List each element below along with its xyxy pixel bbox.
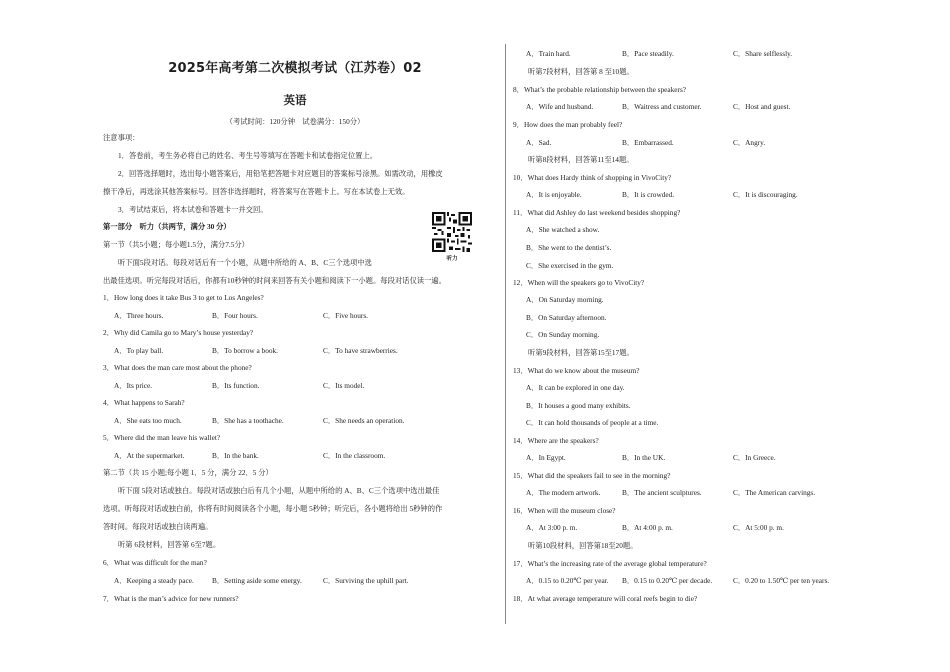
option-c: C．On Sunday morning. bbox=[526, 330, 600, 339]
question-text: 15．What did the speakers fail to see in the morning? bbox=[513, 471, 671, 480]
question-text: 9．How does the man probably feel? bbox=[513, 120, 623, 129]
subject-heading: 英语 bbox=[283, 93, 307, 107]
material-heading: 听第 6段材料，回答第 6至7题。 bbox=[118, 540, 221, 549]
note-item: 2．回答选择题时，选出每小题答案后，用铅笔把答题卡对应题目的答案标号涂黑。如需改动，用橡皮 bbox=[118, 169, 443, 178]
question-text: 8．What’s the probable relationship between the speakers? bbox=[513, 85, 687, 94]
option-c: C．Five hours. bbox=[323, 311, 368, 320]
option-b: B．Setting aside some energy. bbox=[212, 576, 302, 585]
option-a: A．She eats too much. bbox=[114, 416, 182, 425]
option-a: A．Sad. bbox=[526, 138, 552, 147]
material-heading: 听第8段材料，回答第11至14题。 bbox=[528, 155, 634, 164]
option-a: A．In Egypt. bbox=[526, 453, 566, 462]
option-c: C．In Greece. bbox=[733, 453, 776, 462]
section2-instructions: 选项。听每段对话或独白前，你将有时间阅读各个小题，每小题 5秒钟；听完后，各小题将给出 5秒钟的作 bbox=[103, 504, 443, 513]
option-a: A．On Saturday morning. bbox=[526, 295, 604, 304]
part1-heading: 第一部分 听力（共两节，满分 30 分） bbox=[103, 222, 231, 231]
option-b: B．The ancient sculptures. bbox=[622, 488, 702, 497]
option-b: B．Its function. bbox=[212, 381, 260, 390]
option-c: C．Share selflessly. bbox=[733, 49, 793, 58]
option-c: C．The American carvings. bbox=[733, 488, 816, 497]
qr-code[interactable] bbox=[432, 212, 472, 252]
material-heading: 听第10段材料，回答第18至20题。 bbox=[528, 541, 638, 550]
section2-instructions: 答时间。每段对话或独白读两遍。 bbox=[103, 522, 213, 531]
exam-info: （考试时间：120分钟 试卷满分：150分） bbox=[225, 117, 365, 126]
option-b: B．She went to the dentist’s. bbox=[526, 243, 612, 252]
option-a: A．The modern artwork. bbox=[526, 488, 601, 497]
question-text: 1．How long does it take Bus 3 to get to Los Angeles? bbox=[103, 293, 264, 302]
option-a: A．At the supermarket. bbox=[114, 451, 185, 460]
question-text: 3．What does the man care most about the phone? bbox=[103, 363, 252, 372]
option-b: B．0.15 to 0.20℃ per decade. bbox=[622, 576, 713, 585]
option-a: A．Keeping a steady pace. bbox=[114, 576, 194, 585]
question-text: 5．Where did the man leave his wallet? bbox=[103, 433, 221, 442]
option-b: B．Embarrassed. bbox=[622, 138, 674, 147]
option-c: C．She needs an operation. bbox=[323, 416, 405, 425]
question-text: 7．What is the man’s advice for new runners? bbox=[103, 594, 239, 603]
option-c: C．Its model. bbox=[323, 381, 365, 390]
note-item: 擦干净后，再选涂其他答案标号。回答非选择题时，将答案写在答题卡上。写在本试卷上无效。 bbox=[103, 187, 410, 196]
question-text: 10．What does Hardy think of shopping in VivoCity? bbox=[513, 173, 672, 182]
question-text: 12．When will the speakers go to VivoCity? bbox=[513, 278, 645, 287]
section2-instructions: 听下面 5段对话或独白。每段对话或独白后有几个小题，从题中所给的 A、B、C三个选项中选出最佳 bbox=[118, 486, 440, 495]
option-a: A．It is enjoyable. bbox=[526, 190, 582, 199]
option-b: B．It houses a good many exhibits. bbox=[526, 401, 631, 410]
question-text: 2．Why did Camila go to Mary’s house yesterday? bbox=[103, 328, 254, 337]
question-text: 13．What do we know about the museum? bbox=[513, 366, 640, 375]
option-c: C．It is discouraging. bbox=[733, 190, 798, 199]
option-c: C．0.20 to 1.50℃ per ten years. bbox=[733, 576, 830, 585]
question-text: 11．What did Ashley do last weekend besides shopping? bbox=[513, 208, 681, 217]
option-c: C．Surviving the uphill part. bbox=[323, 576, 409, 585]
option-a: A．At 3:00 p. m. bbox=[526, 523, 578, 532]
option-b: B．At 4:00 p. m. bbox=[622, 523, 673, 532]
option-b: B．Four hours. bbox=[212, 311, 258, 320]
option-a: A．0.15 to 0.20℃ per year. bbox=[526, 576, 609, 585]
material-heading: 听第9段材料，回答第15至17题。 bbox=[528, 348, 634, 357]
note-item: 3．考试结束后，将本试卷和答题卡一并交回。 bbox=[118, 205, 268, 214]
option-c: C．Angry. bbox=[733, 138, 766, 147]
option-c: C．Host and guest. bbox=[733, 102, 791, 111]
option-b: B．Pace steadily. bbox=[622, 49, 674, 58]
option-a: A．Wife and husband. bbox=[526, 102, 594, 111]
section2-heading: 第二节（共 15 小题;每小题 1．5 分，满分 22．5 分） bbox=[103, 468, 273, 477]
section1-instructions: 出最佳选项。听完每段对话后，你都有10秒钟的时间来回答有关小题和阅读下一小题。每段对话仅读一遍。 bbox=[103, 276, 446, 285]
option-c: C．To have strawberries. bbox=[323, 346, 398, 355]
option-a: A．She watched a show. bbox=[526, 225, 600, 234]
option-c: C．In the classroom. bbox=[323, 451, 386, 460]
option-a: A．Its price. bbox=[114, 381, 153, 390]
option-a: A．To play ball. bbox=[114, 346, 164, 355]
option-a: A．It can be explored in one day. bbox=[526, 383, 625, 392]
notes-heading: 注意事项： bbox=[103, 133, 140, 142]
note-item: 1．答卷前，考生务必将自己的姓名、考生号等填写在答题卡和试卷指定位置上。 bbox=[118, 151, 378, 160]
option-b: B．In the UK. bbox=[622, 453, 666, 462]
option-b: B．She has a toothache. bbox=[212, 416, 284, 425]
option-c: C．It can hold thousands of people at a time. bbox=[526, 418, 659, 427]
option-b: B．On Saturday afternoon. bbox=[526, 313, 607, 322]
qr-caption: 听力 bbox=[446, 256, 458, 262]
option-b: B．It is crowded. bbox=[622, 190, 675, 199]
option-c: C．At 5:00 p. m. bbox=[733, 523, 784, 532]
question-text: 14．Where are the speakers? bbox=[513, 436, 599, 445]
option-b: B．Waitress and customer. bbox=[622, 102, 702, 111]
question-text: 18．At what average temperature will coral reefs begin to die? bbox=[513, 594, 698, 603]
question-text: 6．What was difficult for the man? bbox=[103, 558, 207, 567]
page-title: 2025年高考第二次模拟考试（江苏卷）02 bbox=[168, 61, 422, 76]
question-text: 17．What’s the increasing rate of the average global temperature? bbox=[513, 559, 707, 568]
option-c: C．She exercised in the gym. bbox=[526, 261, 614, 270]
column-divider bbox=[505, 44, 506, 624]
option-a: A．Three hours. bbox=[114, 311, 164, 320]
section1-heading: 第一节（共5小题；每小题1.5分，满分7.5分） bbox=[103, 240, 249, 249]
question-text: 4．What happens to Sarah? bbox=[103, 398, 185, 407]
section1-instructions: 听下面5段对话。每段对话后有一个小题，从题中所给的 A、B、C三个选项中选 bbox=[118, 258, 372, 267]
option-b: B．In the bank. bbox=[212, 451, 259, 460]
material-heading: 听第7段材料，回答第 8 至10题。 bbox=[528, 67, 634, 76]
option-a: A．Train hard. bbox=[526, 49, 571, 58]
question-text: 16．When will the museum close? bbox=[513, 506, 616, 515]
option-b: B．To borrow a book. bbox=[212, 346, 278, 355]
